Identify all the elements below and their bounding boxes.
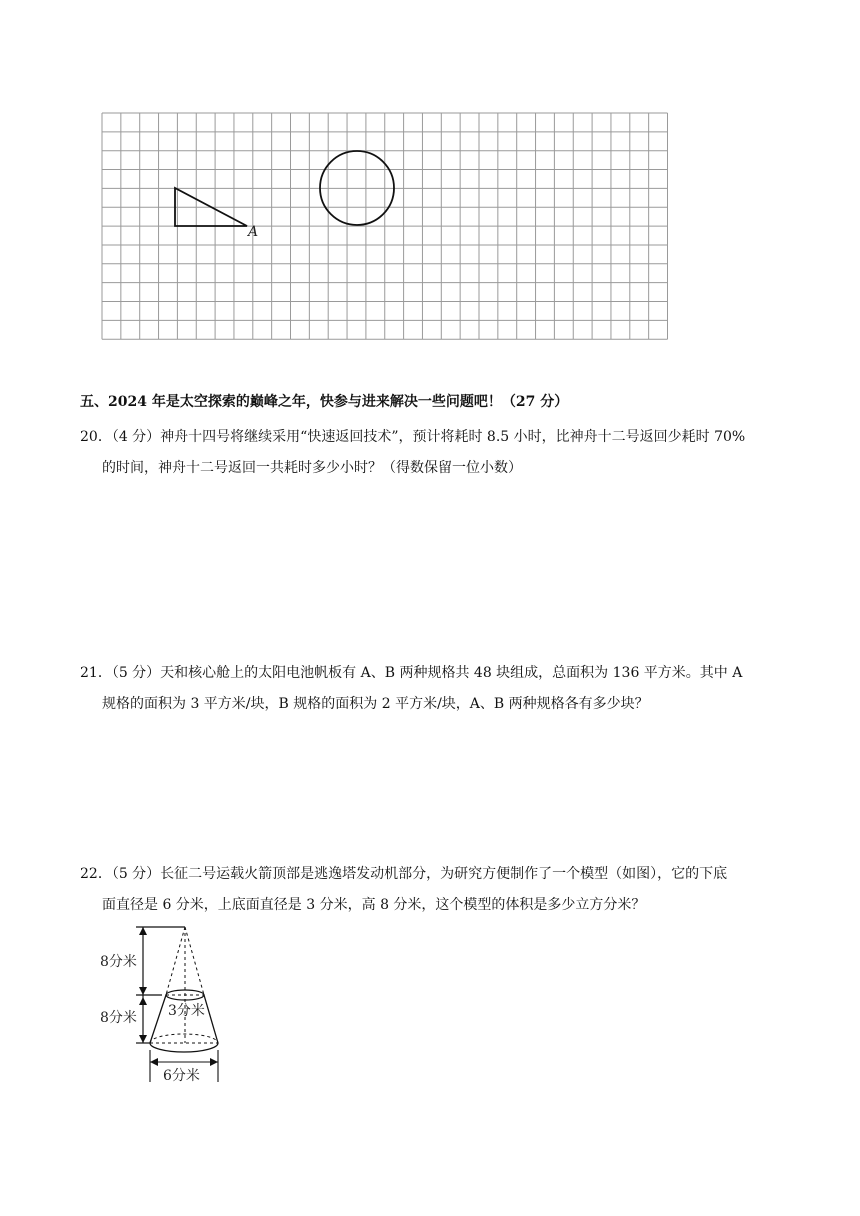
question-20-line-1: 20．（4 分）神舟十四号将继续采用“快速返回技术”，预计将耗时 8.5 小时，比神舟十二号返回少耗时 70%	[80, 429, 746, 445]
top-height-label: 8分米	[100, 954, 137, 970]
question-21-line-2: 规格的面积为 3 平方米/块，B 规格的面积为 2 平方米/块，A、B 两种规格各有多少块？	[102, 696, 649, 712]
bottom-diameter-label: 6分米	[163, 1068, 200, 1084]
question-22-line-2: 面直径是 6 分米，上底面直径是 3 分米，高 8 分米，这个模型的体积是多少立方分米？	[102, 897, 646, 913]
bottom-height-label: 8分米	[100, 1010, 137, 1026]
point-a-label: A	[248, 224, 259, 240]
question-22-line-1: 22．（5 分）长征二号运载火箭顶部是逃逸塔发动机部分，为研究方便制作了一个模型（如图），它的下底	[80, 866, 728, 882]
section-heading: 五、2024 年是太空探索的巅峰之年，快参与进来解决一些问题吧！（27 分）	[80, 394, 569, 410]
question-21-line-1: 21．（5 分）天和核心舱上的太阳电池帆板有 A、B 两种规格共 48 块组成，总面积为 136 平方米。其中 A	[80, 665, 743, 681]
question-20-line-2: 的时间，神舟十二号返回一共耗时多少小时？（得数保留一位小数）	[102, 460, 522, 476]
top-diameter-label: 3分米	[168, 1003, 205, 1019]
